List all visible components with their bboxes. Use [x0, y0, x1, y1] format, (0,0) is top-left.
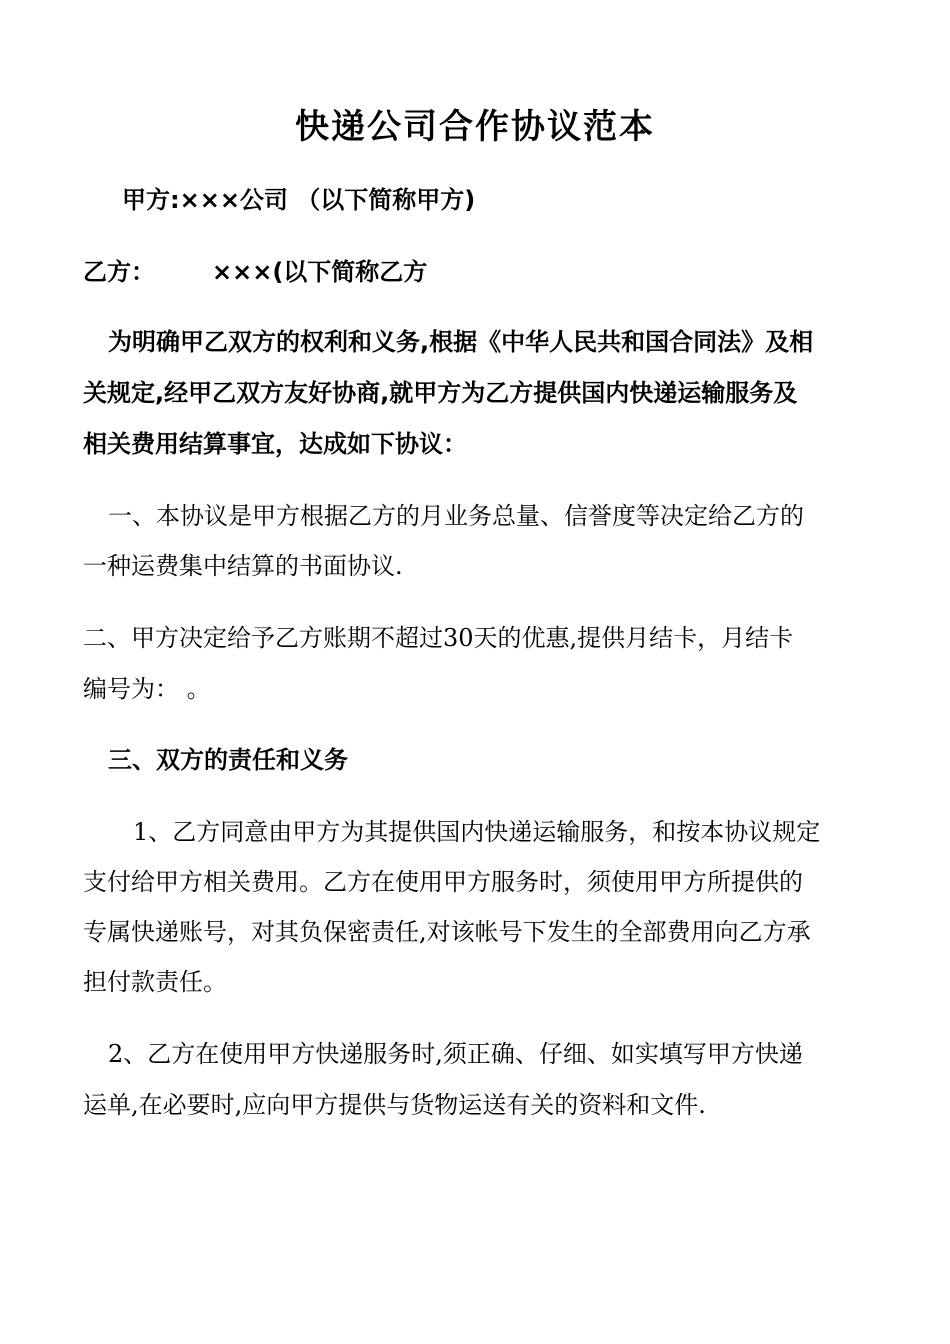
item-2-line: 运单,在必要时,应向甲方提供与货物运送有关的资料和文件. — [83, 1091, 706, 1119]
intro-line: 相关费用结算事宜，达成如下协议： — [83, 430, 467, 458]
clause-2-line: 二、甲方决定给予乙方账期不超过30天的优惠,提供月结卡，月结卡 — [83, 624, 794, 652]
clause-2-line: 编号为： 。 — [83, 675, 211, 703]
item-1-line: 支付给甲方相关费用。乙方在使用甲方服务时，须使用甲方所提供的 — [83, 868, 803, 896]
clause-1-line: 一、本协议是甲方根据乙方的月业务总量、信誉度等决定给乙方的 — [108, 502, 804, 530]
document-title: 快递公司合作协议范本 — [295, 107, 655, 147]
party-a-line: 甲方:×××公司 （以下简称甲方) — [122, 186, 476, 214]
party-b-label: 乙方： — [83, 258, 155, 286]
item-1-line: 1、乙方同意由甲方为其提供国内快递运输服务，和按本协议规定 — [133, 818, 821, 846]
item-1-line: 担付款责任。 — [83, 968, 227, 996]
intro-line: 关规定,经甲乙双方友好协商,就甲方为乙方提供国内快递运输服务及 — [83, 379, 798, 407]
party-b-value: ×××(以下简称乙方 — [212, 258, 428, 286]
item-1-line: 专属快递账号，对其负保密责任,对该帐号下发生的全部费用向乙方承 — [83, 918, 811, 946]
clause-1-line: 一种运费集中结算的书面协议. — [83, 552, 403, 580]
clause-3-heading: 三、双方的责任和义务 — [108, 746, 348, 774]
intro-line: 为明确甲乙双方的权利和义务,根据《中华人民共和国合同法》及相 — [108, 328, 814, 356]
item-2-line: 2、乙方在使用甲方快递服务时,须正确、仔细、如实填写甲方快递 — [108, 1040, 803, 1068]
